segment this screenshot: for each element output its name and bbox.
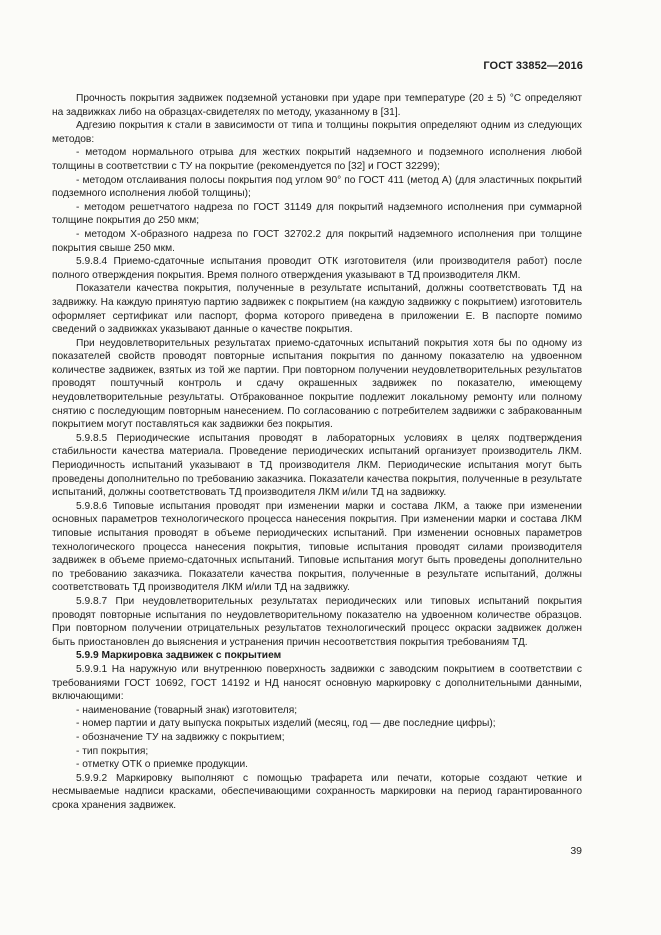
list-item: - номер партии и дату выпуска покрытых изделий (месяц, год — две последние цифры); xyxy=(76,718,496,730)
page-number: 39 xyxy=(570,845,582,857)
paragraph: 5.9.8.7 При неудовлетворительных результатах периодических или типовых испытаний покрытия проводят повторные испытания по неудовлетворительному показателю на удвоенном количестве образцов. При повторном получении отрицательных результатов технологический процесс окраски задвижек должен быть приостановлен до выяснения и устранения причин несоответствия покрытия требованиям ТД. xyxy=(52,595,582,648)
paragraph: 5.9.8.4 Приемо-сдаточные испытания проводит ОТК изготовителя (или производителя работ) после полного отверждения покрытия. Время полного отверждения указывают в ТД производителя ЛКМ. xyxy=(52,256,582,281)
paragraph: 5.9.9.2 Маркировку выполняют с помощью трафарета или печати, которые создают четкие и несмываемые надписи красками, обеспечивающими сохранность маркировки на период гарантированного срока хранения задвижек. xyxy=(52,772,582,811)
paragraph: 5.9.8.5 Периодические испытания проводят в лабораторных условиях в целях подтверждения стабильности качества материала. Проведение периодических испытаний организует производитель ЛКМ. Периодичность испытаний указывают в ТД производителя ЛКМ. Периодические испытания могут быть проведены дополнительно по требованию заказчика. Показатели качества покрытия, полученные в результате испытаний, должны соответствовать ТД производителя ЛКМ и/или ТД на задвижку. xyxy=(52,432,582,499)
list-item: - методом нормального отрыва для жестких покрытий надземного и подземного исполнения любой толщины в соответствии с ТУ на покрытие (рекомендуется по [32] и ГОСТ 32299); xyxy=(52,147,582,172)
paragraph: Показатели качества покрытия, полученные в результате испытаний, должны соответствовать ТД на задвижку. На каждую принятую партию задвижек с покрытием (на каждую задвижку с покрытием) изготовитель оформляет сертификат или паспорт, форма которого приведена в приложении Е. В паспорте помимо сведений о задвижках указывают данные о качестве покрытия. xyxy=(52,283,582,336)
list-item: - наименование (товарный знак) изготовителя; xyxy=(76,704,298,716)
document-body xyxy=(52,92,582,812)
list-item: - отметку ОТК о приемке продукции. xyxy=(76,759,249,771)
list-item: - методом решетчатого надреза по ГОСТ 31149 для покрытий надземного исполнения при суммарной толщине покрытия до 250 мкм; xyxy=(52,201,582,227)
paragraph: Адгезию покрытия к стали в зависимости от типа и толщины покрытия определяют одним из следующих методов: xyxy=(52,120,582,145)
paragraph: При неудовлетворительных результатах приемо-сдаточных испытаний покрытия хотя бы по одному из показателей свойств проводят повторные испытания покрытия по данному показателю на удвоенном количестве задвижек, взятых из той же партии. При повторном получении неудовлетворительных результатов проводят поштучный контроль и сдачу окрашенных задвижек по показателю, имеющему неудовлетворительные результаты. Отбракованное покрытие подлежит локальному ремонту или полному снятию с последующим повторным нанесением. По согласованию с потребителем задвижки с забракованным покрытием могут поставляться как задвижки без покрытия. xyxy=(52,337,582,431)
paragraph: 5.9.8.6 Типовые испытания проводят при изменении марки и состава ЛКМ, а также при изменении основных параметров технологического процесса нанесения покрытия. При изменении марки и состава ЛКМ типовые испытания проводят в объеме периодических испытаний. При изменении основных параметров технологического процесса нанесения покрытия, типовые испытания проводят силами производителя задвижек в объеме приемо-сдаточных испытаний. Типовые испытания могут быть проведены дополнительно по требованию заказчика. Показатели качества покрытия, полученные в результате испытаний, должны соответствовать ТД производителя ЛКМ и/или ТД на задвижку. xyxy=(52,500,582,594)
section-heading: 5.9.9 Маркировка задвижек с покрытием xyxy=(76,650,282,662)
document-header: ГОСТ 33852—2016 xyxy=(483,60,583,72)
paragraph: Прочность покрытия задвижек подземной установки при ударе при температуре (20 ± 5) °С определяют на задвижках либо на образцах-свидетелях по методу, указанному в [31]. xyxy=(52,93,582,118)
list-item: - методом отслаивания полосы покрытия под углом 90° по ГОСТ 411 (метод А) (для эластичных покрытий подземного исполнения любой толщины); xyxy=(52,174,582,200)
paragraph: 5.9.9.1 На наружную или внутреннюю поверхность задвижки с заводским покрытием в соответствии с требованиями ГОСТ 10692, ГОСТ 14192 и НД наносят основную маркировку с дополнительными данными, включающими: xyxy=(52,663,582,703)
list-item: - тип покрытия; xyxy=(76,745,149,757)
list-item: - методом Х-образного надреза по ГОСТ 32702.2 для покрытий надземного исполнения при толщине покрытия свыше 250 мкм. xyxy=(52,228,582,254)
list-item: - обозначение ТУ на задвижку с покрытием; xyxy=(76,731,285,743)
